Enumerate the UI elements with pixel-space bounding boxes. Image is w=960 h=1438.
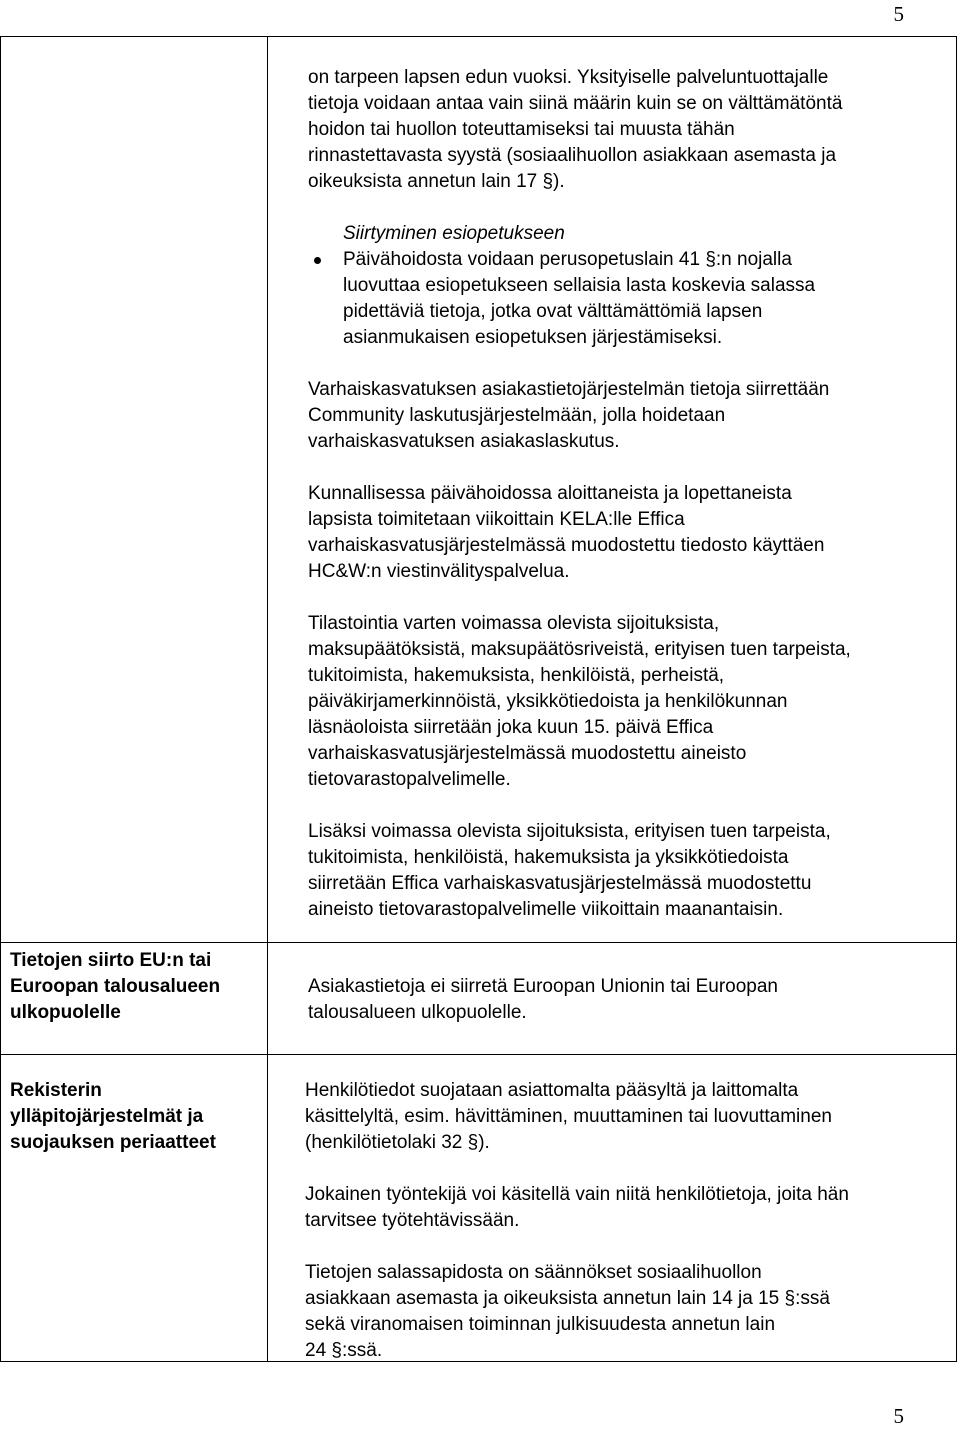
preschool-bullet: Päivähoidosta voidaan perusopetuslain 41 §:n nojalla luovuttaa esiopetukseen sellaisia lasta koskevia salassa pidettäviä tietoja, jotka ovat välttämättömiä lapsen asianmukaisen esiopetuksen järjestämiseksi. [308, 247, 953, 351]
preschool-section [308, 221, 953, 247]
security-text [305, 1078, 950, 1364]
eu-transfer-text: Asiakastietoja ei siirretä Euroopan Unionin tai Euroopan talousalueen ulkopuolelle. [308, 976, 778, 1023]
row-divider-eu [1, 942, 956, 943]
billing-paragraph: Varhaiskasvatuksen asiakastietojärjestelmän tietoja siirrettään Community laskutusjärjestelmään, jolla hoidetaan varhaiskasvatuksen asiakaslaskutus. [308, 379, 830, 452]
register-table [0, 36, 957, 1362]
page-number-bottom: 5 [893, 1404, 904, 1428]
kela-paragraph: Kunnallisessa päivähoidossa aloittaneista ja lopettaneista lapsista toimitetaan viikoittain KELA:lle Effica varhaiskasvatusjärjestelmässä muodostettu tiedosto käyttäen HC&W:n viestinvälityspalvelua. [308, 483, 825, 582]
row-divider-security [1, 1054, 956, 1055]
bullet-icon [314, 257, 321, 264]
security-heading: Rekisterin ylläpitojärjestelmät ja suojauksen periaatteet [10, 1080, 216, 1153]
weekly-transfer-paragraph: Lisäksi voimassa olevista sijoituksista, erityisen tuen tarpeista, tukitoimista, henkilöistä, hakemuksista ja yksikkötiedoista siirretään Effica varhaiskasvatusjärjestelmässä muodostettu aineisto tietovarastopalvelimelle viikoittain maanantaisin. [308, 821, 831, 920]
protection-paragraph: Henkilötiedot suojataan asiattomalta pääsyltä ja laittomalta käsittelyltä, esim. hävittäminen, muuttaminen tai luovuttaminen (henkilötietolaki 32 §). [305, 1080, 832, 1153]
statistics-paragraph: Tilastointia varten voimassa olevista sijoituksista, maksupäätöksistä, maksupäätösriveistä, erityisen tuen tarpeista, tukitoimista, hakemuksista, henkilöistä, perheistä, päiväkirjamerkinnöistä, yksikkötiedoista ja henkilökunnan läsnäoloista siirretään joka kuun 15. päivä Effica varhaiskasvatusjärjestelmässä muodostettu aineisto tietovarastopalvelimelle. [308, 613, 851, 790]
disclosure-paragraph: on tarpeen lapsen edun vuoksi. Yksityiselle palveluntuottajalle tietoja voidaan antaa vain siinä määrin kuin se on välttämätöntä hoidon tai huollon toteuttamiseksi tai muusta tähän rinnastettavasta syystä (sosiaalihuollon asiakkaan asemasta ja oikeuksista annetun lain 17 §). [308, 67, 843, 192]
access-paragraph: Jokainen työntekijä voi käsitellä vain niitä henkilötietoja, joita hän tarvitsee työtehtävissään. [305, 1184, 849, 1231]
continuation-cell [308, 65, 953, 923]
eu-transfer-heading: Tietojen siirto EU:n tai Euroopan talousalueen ulkopuolelle [10, 950, 221, 1023]
column-divider [267, 37, 268, 1361]
page-number-top: 5 [893, 2, 904, 26]
confidentiality-paragraph: Tietojen salassapidosta on säännökset sosiaalihuollon asiakkaan asemasta ja oikeuksista annetun lain 14 ja 15 §:ssä sekä viranomaisen toiminnan julkisuudesta annetun lain 24 §:ssä. [305, 1262, 830, 1361]
preschool-subheading: Siirtyminen esiopetukseen [343, 223, 565, 244]
